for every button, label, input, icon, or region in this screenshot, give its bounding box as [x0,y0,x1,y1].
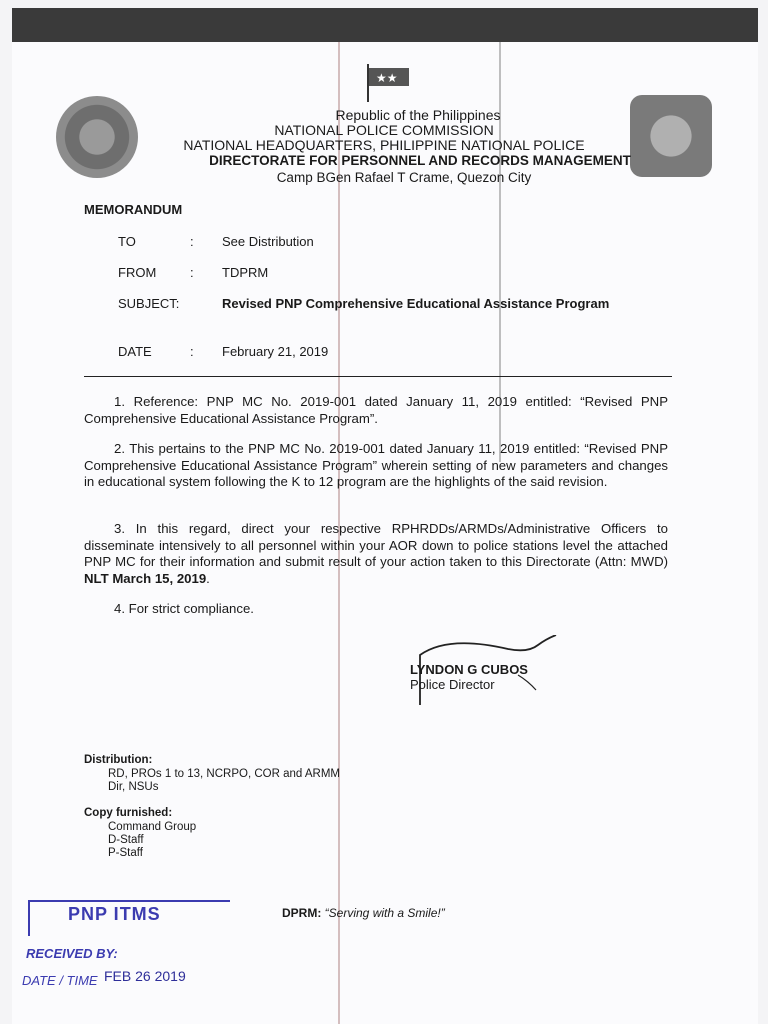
paragraph-2: 2. This pertains to the PNP MC No. 2019-001 dated January 11, 2019 entitled: “Revised PNP Comprehensive Educational Assistance Program” wherein setting of new parameters and changes in educational system following the K to 12 program are the highlights of the said revision. [84,441,668,489]
stamp-date: FEB 26 2019 [104,968,186,984]
paragraph-4: 4. For strict compliance. [114,601,254,616]
signatory-title: Police Director [410,677,495,692]
paragraph-3-text: 3. In this regard, direct your respective RPHRDDs/ARMDs/Administrative Officers to disseminate intensively to all personnel within your AOR down to police stations level the attached PNP MC for their information and submit result of your action taken to this Directorate (Attn: MWD) [84,521,668,569]
copy-furnished-heading: Copy furnished: [84,807,173,819]
signatory-name: LYNDON G CUBOS [410,662,528,677]
date-value: February 21, 2019 [222,344,329,359]
copy-furnished-item: Command Group [108,821,197,833]
stamp-date-time: DATE / TIME [22,973,98,988]
header-directorate: DIRECTORATE FOR PERSONNEL AND RECORDS MANAGEMENT [209,153,631,168]
memo-title: MEMORANDUM [84,202,183,217]
paragraph-3-end: . [206,570,210,586]
copy-furnished-item: D-Staff [108,834,144,846]
stamp-office: PNP ITMS [68,904,161,924]
date-label: DATE [118,344,152,359]
from-label: FROM [118,265,157,280]
header-address: Camp BGen Rafael T Crame, Quezon City [276,170,532,185]
distribution-heading: Distribution: [84,754,153,766]
signature-block [410,662,528,692]
stamp-received-by: RECEIVED BY: [26,946,118,961]
copy-furnished-item: P-Staff [108,847,143,859]
subject-value: Revised PNP Comprehensive Educational Assistance Program [222,296,610,311]
date-colon: : [190,344,194,359]
header-napolcom: NATIONAL POLICE COMMISSION [274,122,494,138]
deadline-text: NLT March 15, 2019 [84,570,207,586]
to-label: TO [118,234,136,249]
distribution-item: Dir, NSUs [108,781,159,793]
to-colon: : [190,234,194,249]
paragraph-3 [84,521,668,587]
scan-top-bar [12,8,758,42]
paragraph-1: 1. Reference: PNP MC No. 2019-001 dated January 11, 2019 entitled: “Revised PNP Comprehensive Educational Assistance Program”. [84,394,668,426]
from-colon: : [190,265,194,280]
motto-text: “Serving with a Smile!” [324,906,445,920]
svg-text:★★: ★★ [376,71,398,85]
divider [84,376,672,377]
flag-icon [364,62,412,102]
distribution-item: RD, PROs 1 to 13, NCRPO, COR and ARMM [108,768,340,780]
motto-label: DPRM: [282,906,322,920]
header-nhq: NATIONAL HEADQUARTERS, PHILIPPINE NATIONAL POLICE [183,137,585,153]
to-value: See Distribution [222,234,314,249]
motto [282,906,445,920]
from-value: TDPRM [222,265,269,280]
header-republic: Republic of the Philippines [335,107,501,123]
received-stamp [18,898,268,998]
subject-label: SUBJECT: [118,296,180,311]
